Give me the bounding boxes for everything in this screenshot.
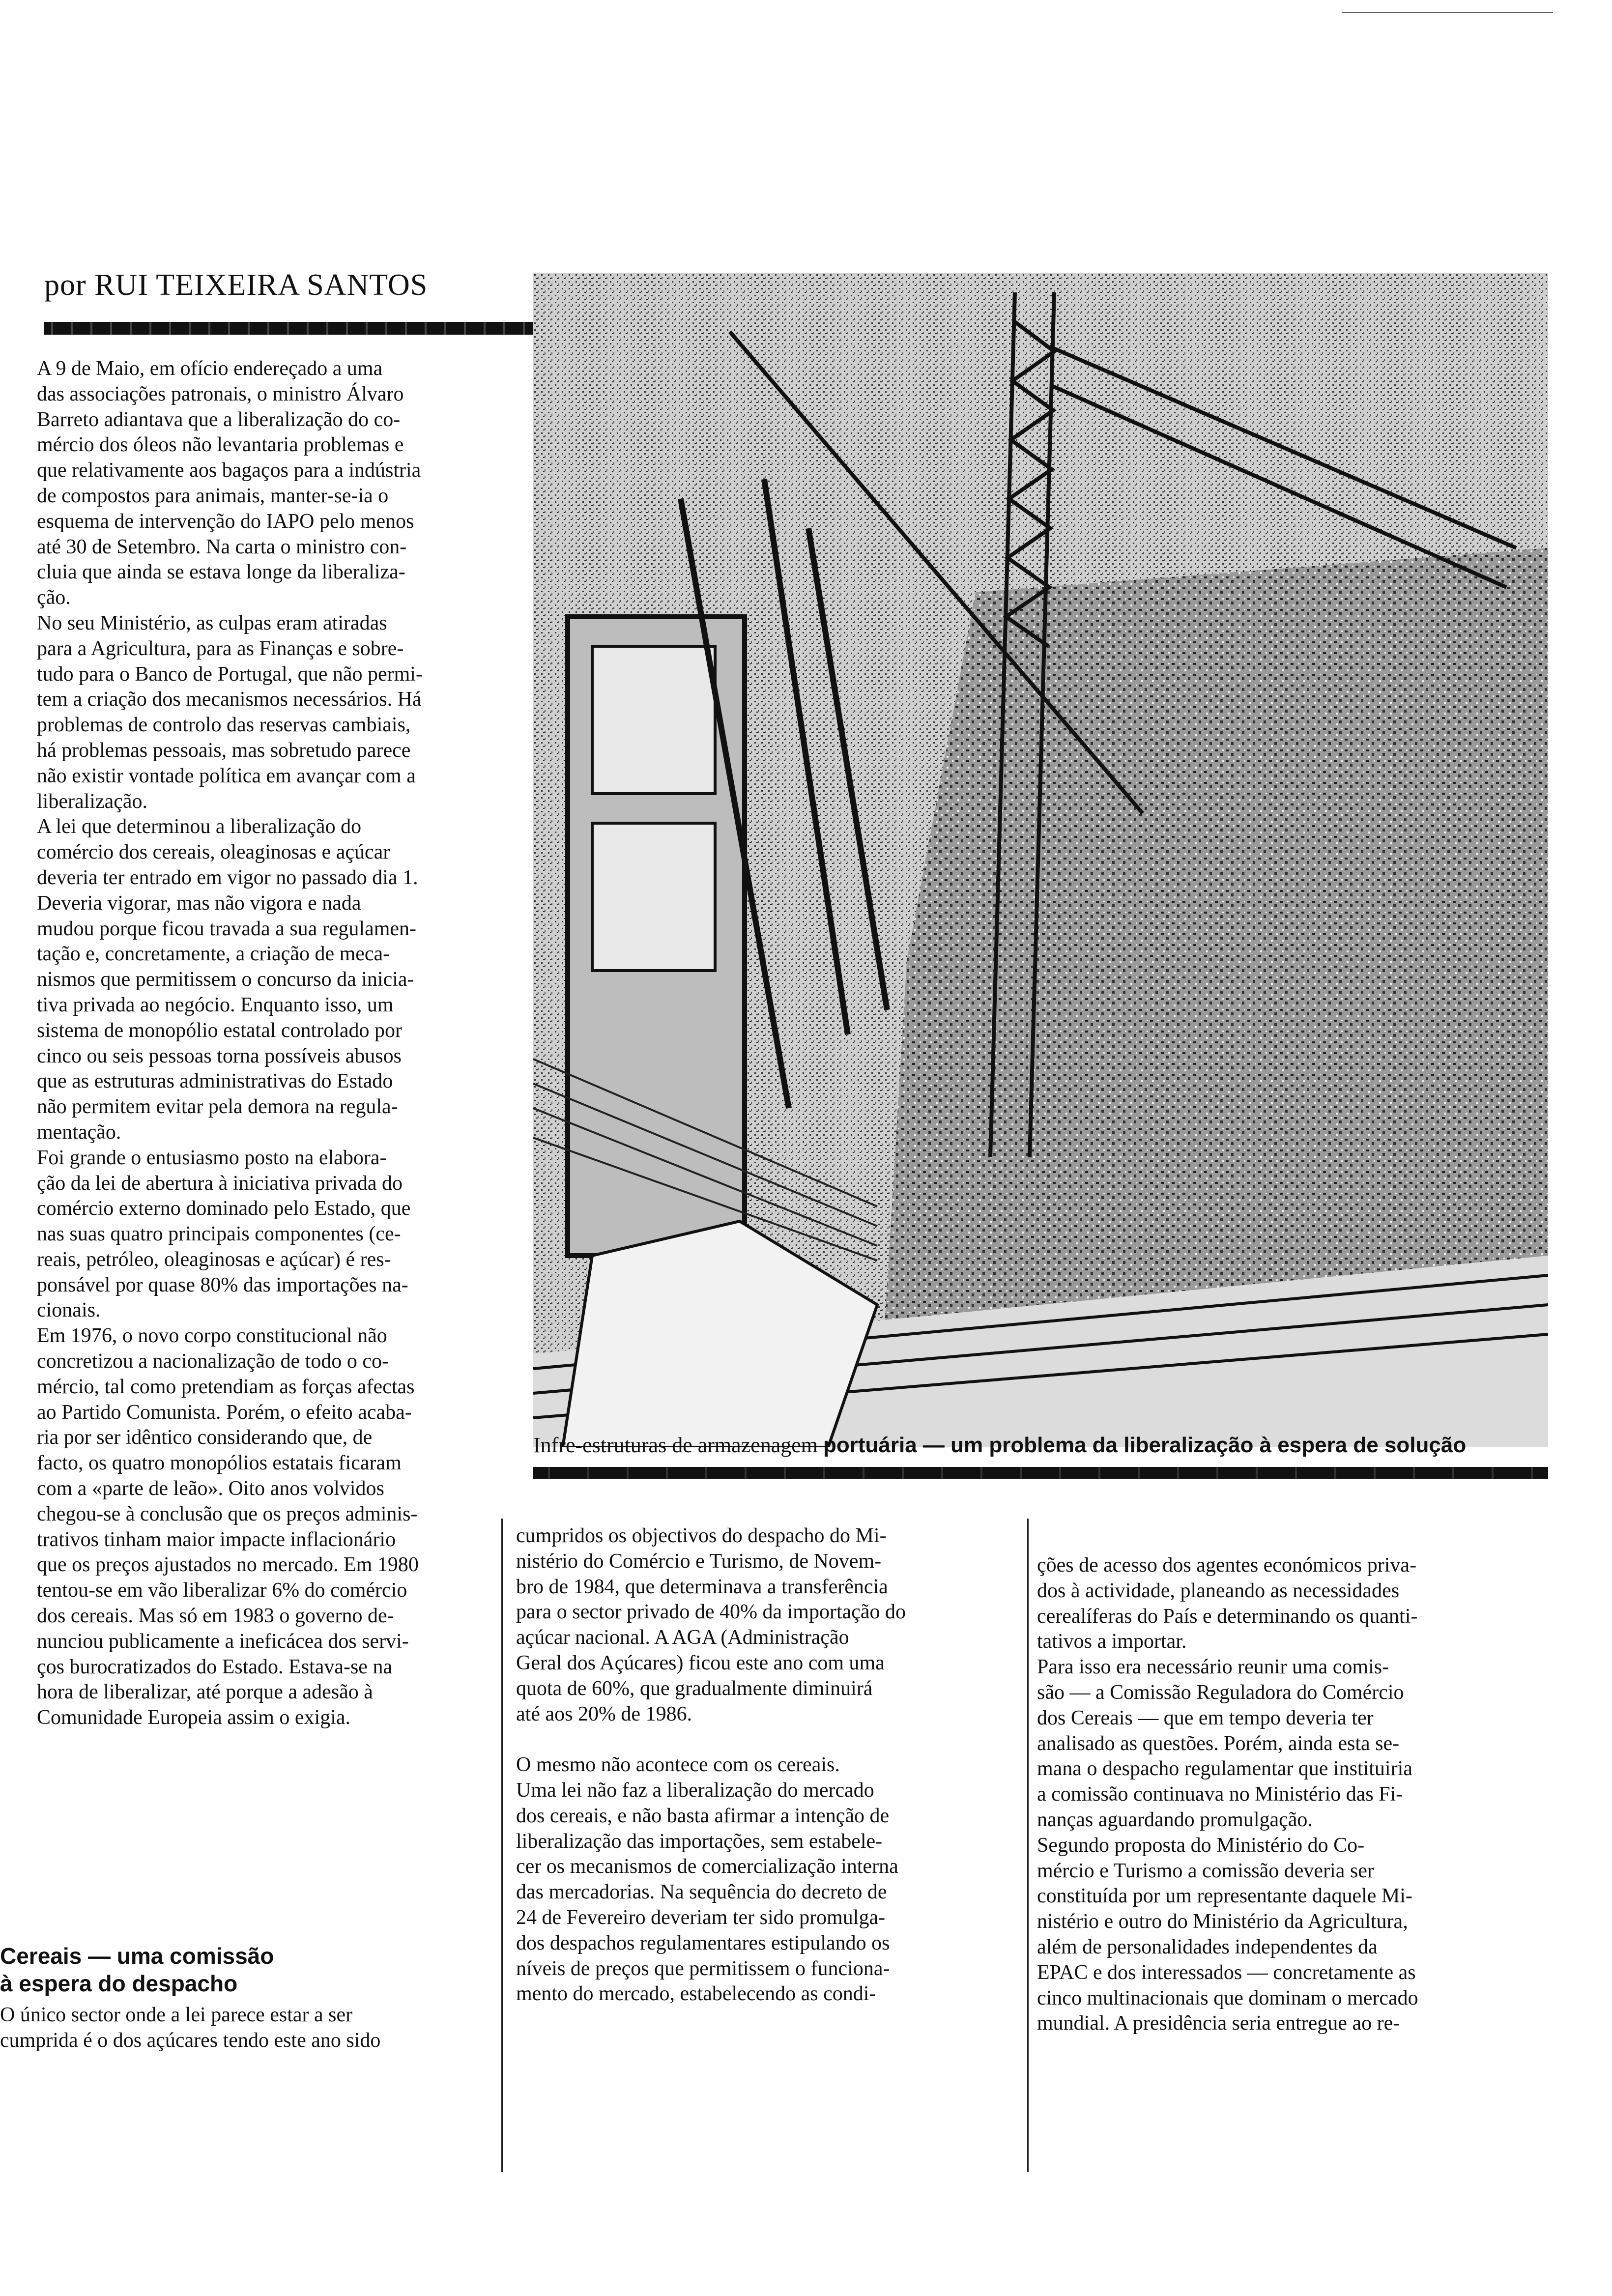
text-line: além de personalidades independentes da	[1037, 1935, 1378, 1958]
text-line: constituída por um representante daquele Mi-	[1037, 1885, 1412, 1908]
text-line: nas suas quatro principais componentes (ce-	[37, 1223, 401, 1246]
text-line: nunciou publicamente a ineficácea dos servi-	[37, 1630, 409, 1653]
text-line: mentação.	[37, 1120, 121, 1144]
text-line: com a «parte de leão». Oito anos volvidos	[37, 1477, 384, 1500]
text-line: cionais.	[37, 1299, 101, 1322]
section-subheading	[0, 1942, 496, 1997]
text-line: mundial. A presidência seria entregue ao re-	[1037, 2012, 1400, 2035]
text-line: açúcar nacional. A AGA (Administração	[516, 1626, 849, 1649]
text-line: das mercadorias. Na sequência do decreto de	[516, 1881, 887, 1904]
text-line: cluia que ainda se estava longe da liberaliza-	[37, 561, 405, 584]
text-line: O mesmo não acontece com os cereais.	[516, 1753, 840, 1777]
text-line: cumpridos os objectivos do despacho do Mi-	[516, 1524, 887, 1547]
article-column-1	[37, 356, 533, 1731]
text-line: tentou-se em vão liberalizar 6% do comércio	[37, 1579, 407, 1602]
text-line: chegou-se à conclusão que os preços adminis-	[37, 1502, 418, 1525]
text-line: ções de acesso dos agentes económicos priva-	[1037, 1554, 1417, 1577]
text-line: concretizou a nacionalização de todo o co-	[37, 1350, 389, 1373]
article-column-2	[516, 1523, 1015, 2007]
text-line: dos Cereais — que em tempo deveria ter	[1037, 1706, 1374, 1729]
text-line: ponsável por quase 80% das importações na-	[37, 1273, 408, 1296]
text-line: facto, os quatro monopólios estatais ficaram	[37, 1452, 402, 1475]
text-line: mana o despacho regulamentar que instituiria	[1037, 1757, 1412, 1780]
text-line: Uma lei não faz a liberalização do mercado	[516, 1779, 874, 1802]
text-line: nanças aguardando promulgação.	[1037, 1808, 1313, 1831]
text-line: mércio dos óleos não levantaria problemas e	[37, 433, 404, 457]
text-line: cerealíferas do País e determinando os quanti-	[1037, 1605, 1418, 1628]
text-line: nistério do Comércio e Turismo, de Novem-	[516, 1550, 882, 1573]
text-line: de compostos para animais, manter-se-ia o	[37, 484, 389, 507]
text-line: tação e, concretamente, a criação de meca-	[37, 943, 390, 966]
text-line: hora de liberalizar, até porque a adesão à	[37, 1681, 373, 1704]
text-line: cer os mecanismos de comercialização interna	[516, 1855, 898, 1878]
text-line: que as estruturas administrativas do Estado	[37, 1070, 393, 1093]
text-line: Barreto adiantava que a liberalização do co-	[37, 408, 401, 431]
text-line: O único sector onde a lei parece estar a ser	[0, 2004, 353, 2026]
text-line: mudou porque ficou travada a sua regulamen-	[37, 917, 417, 940]
text-line: tem a criação dos mecanismos necessários. Há	[37, 688, 422, 711]
caption-bold: portuária — um problema da liberalização à espera de solução	[823, 1433, 1467, 1457]
caption-rule	[533, 1467, 1548, 1479]
article-column-1-continued	[0, 2003, 494, 2054]
text-line: A lei que determinou a liberalização do	[37, 815, 362, 838]
text-line: Segundo proposta do Ministério do Co-	[1037, 1834, 1365, 1857]
text-line: há problemas pessoais, mas sobretudo parece	[37, 739, 411, 762]
text-line: liberalização das importações, sem estabele-	[516, 1830, 883, 1853]
text-line: mércio, tal como pretendiam as forças afectas	[37, 1375, 415, 1398]
column-divider-1	[501, 1519, 503, 2172]
text-line: ria por ser idêntico considerando que, de	[37, 1426, 373, 1449]
text-line: cumprida é o dos açúcares tendo este ano sido	[0, 2029, 381, 2052]
text-line: dos cereais. Mas só em 1983 o governo de-	[37, 1605, 394, 1628]
text-line: tudo para o Banco de Portugal, que não permi-	[37, 662, 423, 686]
text-line: sistema de monopólio estatal controlado por	[37, 1019, 402, 1042]
text-line: comércio externo dominado pelo Estado, que	[37, 1197, 411, 1220]
text-line: tiva privada ao negócio. Enquanto isso, um	[37, 993, 394, 1016]
byline-rule	[44, 322, 536, 335]
text-line: até 30 de Setembro. Na carta o ministro con-	[37, 535, 407, 558]
text-line: problemas de controlo das reservas cambiais,	[37, 714, 411, 737]
text-line: para o sector privado de 40% da importação do	[516, 1601, 906, 1624]
text-line: nistério e outro do Ministério da Agricultura,	[1037, 1910, 1408, 1933]
text-line: comércio dos cereais, oleaginosas e açúcar	[37, 841, 390, 864]
subheading-line-2: à espera do despacho	[0, 1971, 238, 1996]
text-line: que os preços ajustados no mercado. Em 1980	[37, 1553, 419, 1577]
text-line: reais, petróleo, oleaginosas e açúcar) é res-	[37, 1248, 391, 1271]
text-line: analisado as questões. Porém, ainda esta se-	[1037, 1732, 1400, 1755]
text-line: para a Agricultura, para as Finanças e sobre-	[37, 637, 404, 660]
text-line: Comunidade Europeia assim o exigia.	[37, 1706, 351, 1729]
text-line: são — a Comissão Reguladora do Comércio	[1037, 1681, 1404, 1704]
text-line: quota de 60%, que gradualmente diminuirá	[516, 1677, 873, 1700]
photo-illustration	[533, 273, 1548, 1447]
text-line: dos cereais, e não basta afirmar a intenção de	[516, 1804, 890, 1827]
photo-caption	[533, 1433, 1466, 1458]
text-line: 24 de Fevereiro deveriam ter sido promulga-	[516, 1906, 886, 1929]
text-line: Para isso era necessário reunir uma comis-	[1037, 1656, 1389, 1679]
text-line: nismos que permitissem o concurso da inicia-	[37, 968, 414, 991]
text-line: ços burocratizados do Estado. Estava-se na	[37, 1655, 393, 1678]
text-line: Foi grande o entusiasmo posto na elabora-	[37, 1146, 387, 1169]
text-line	[516, 1727, 1015, 1752]
text-line: que relativamente aos bagaços para a indústria	[37, 459, 421, 482]
text-line: bro de 1984, que determinava a transferência	[516, 1575, 888, 1598]
text-line: a comissão continuava no Ministério das Fi-	[1037, 1783, 1403, 1806]
text-line: ao Partido Comunista. Porém, o efeito acaba-	[37, 1401, 412, 1424]
text-line: tativos a importar.	[1037, 1630, 1187, 1653]
text-line: liberalização.	[37, 790, 148, 813]
caption-regular: Infre-estruturas de armazenagem	[533, 1433, 818, 1457]
text-line: mento do mercado, estabelecendo as condi-	[516, 1982, 876, 2006]
text-line: cinco multinacionais que dominam o mercado	[1037, 1986, 1418, 2009]
subheading-line-1: Cereais — uma comissão	[0, 1943, 274, 1969]
byline: por RUI TEIXEIRA SANTOS	[44, 268, 428, 302]
text-line: EPAC e dos interessados — concretamente as	[1037, 1961, 1416, 1984]
text-line: No seu Ministério, as culpas eram atiradas	[37, 611, 387, 634]
text-line: dos à actividade, planeando as necessidades	[1037, 1579, 1400, 1602]
text-line: não permitem evitar pela demora na regula-	[37, 1095, 398, 1119]
text-line: A 9 de Maio, em ofício endereçado a uma	[37, 357, 383, 380]
text-line: Geral dos Açúcares) ficou este ano com uma	[516, 1651, 885, 1674]
text-line: até aos 20% de 1986.	[516, 1702, 692, 1725]
scan-edge-line	[1342, 12, 1553, 13]
text-line: ção.	[37, 586, 71, 609]
text-line: Deveria vigorar, mas não vigora e nada	[37, 891, 361, 915]
column-divider-2	[1027, 1519, 1029, 2172]
text-line: cinco ou seis pessoas torna possíveis abusos	[37, 1044, 402, 1067]
text-line: níveis de preços que permitissem o funciona-	[516, 1957, 890, 1980]
text-line: mércio e Turismo a comissão deveria ser	[1037, 1859, 1374, 1882]
text-line: das associações patronais, o ministro Álvaro	[37, 382, 404, 405]
text-line: trativos tinham maior impacte inflacionário	[37, 1528, 396, 1551]
text-line: dos despachos regulamentares estipulando os	[516, 1931, 890, 1954]
text-line: ção da lei de abertura à iniciativa privada do	[37, 1172, 403, 1195]
text-line: esquema de intervenção do IAPO pelo menos	[37, 510, 414, 533]
text-line: não existir vontade política em avançar com a	[37, 764, 416, 787]
article-column-3	[1037, 1553, 1543, 2037]
port-infrastructure-photo	[533, 273, 1548, 1447]
text-line: Em 1976, o novo corpo constitucional não	[37, 1324, 387, 1348]
text-line: deveria ter entrado em vigor no passado dia 1.	[37, 866, 418, 889]
